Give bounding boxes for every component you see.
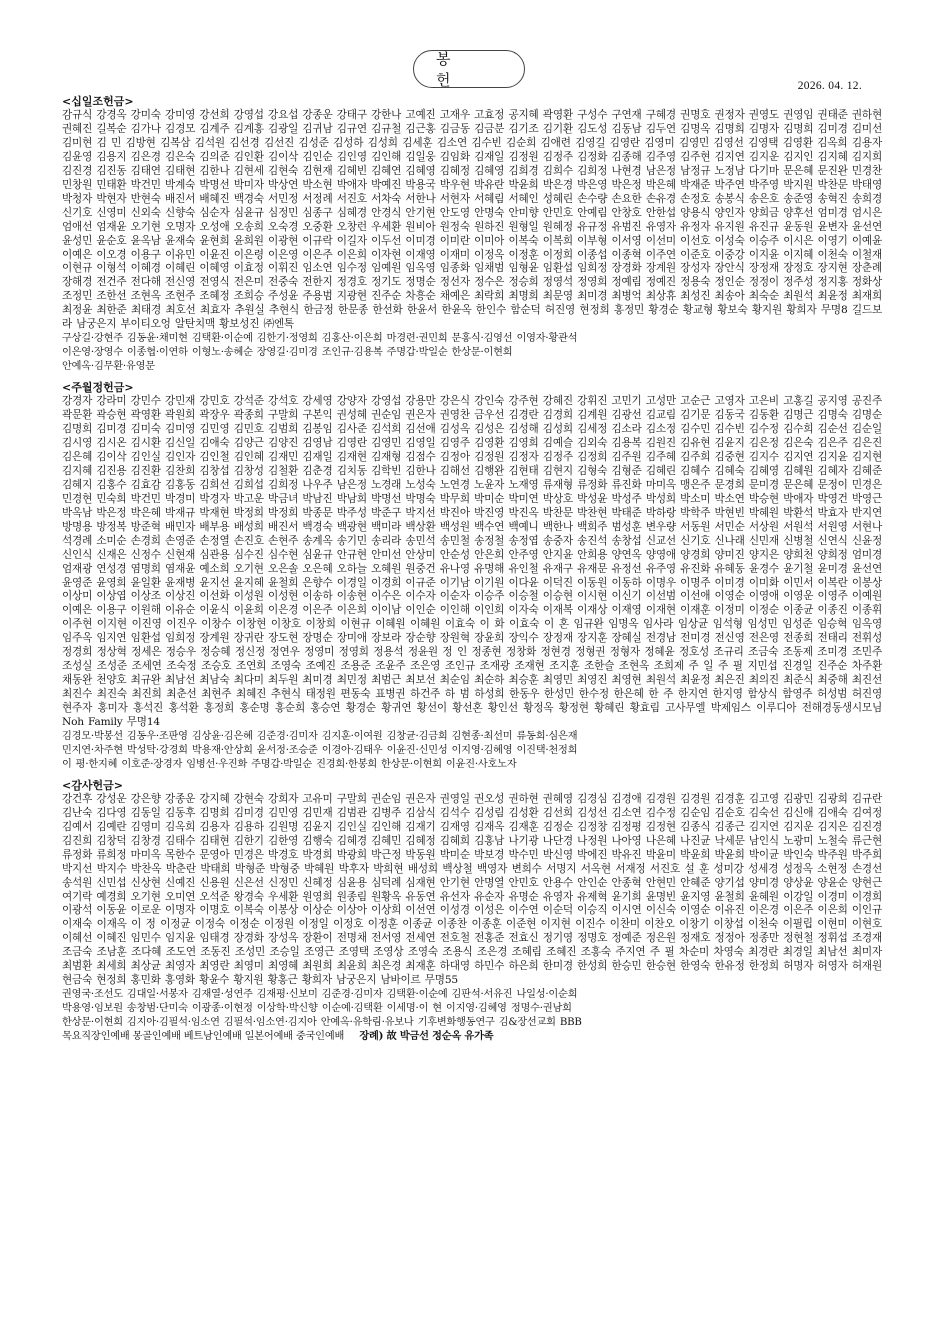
name-list: 감규식 강경옥 강미숙 강미영 강선희 강영섭 강요섭 강종운 강태구 강한나 고예진 고재우 고효정 공지혜 곽영환 구성수 구연재 구혜경 권명호 권정자 권영도 권영임 권태준 권하현 권혜진 길복순 김가나 김경모 김계주 김계홍 김광일 김귀남 김규연 김규철 김근홍 김금동 김금분 김기조 김기환 김도성 김동남 김두연 김명옥 김명희 김명자 김명희 김미경 김미선 김미현 김 민 김방현 김복삼 김석원 김선경 김선진 김성준 김성하 김성희 김세훈 김소연 김수빈 김순희 김애련 김영길 김영란 김영미 김영민 김영선 김영택 김영환 김옥희 김용자 김윤영 김용지 김은경 김은숙 김의준 김인환 김이삭 김인순 김인영 김인해 김일웅 김임화 김재일 김정원 김정주 김정화 김종해 김주영 김주현 김지연 김지운 김지인 김지혜 김지희 김진경 김진동 김태연 김태현 김한나 김현세 김현숙 김현재 김혜빈 김혜연 김혜영 김혜정 김혜영 김희경 김희수 김희정 나현경 남은정 남정규 노정남 다기마 문은혜 문진완 민경찬 민창원 민태환 박건민 박계숙 박명선 박미자 박상연 박소현 박애자 박예진 박용국 박우현 박유란 박윤희 박은경 박은영 박은정 박은혜 박재준 박주연 박주영 박지원 박찬문 박태영 박청자 박현자 반현숙 배진서 배혜진 백경숙 서민정 서정례 서진호 서차숙 서한나 서현자 서혜림 서혜인 성혜린 손수량 손요한 손유경 손정호 송봉식 송은호 송준영 송혁진 송희경 신기호 신영미 신외숙 신향숙 심순자 심윤규 심정민 심종구 심혜경 안경식 안기현 안도영 안명숙 안미향 안민호 안예림 안창호 안한섭 양용식 양인자 양희금 양후선 엄미경 엄시은 엄애선 엄재윤 오기현 오명자 오성애 오송희 오숙경 오중환 오창런 우세환 원비아 원정숙 원하진 원형일 원혜정 유규정 유범진 유영자 유정자 유지원 유진규 윤동원 윤변자 윤선연 윤성민 윤순호 윤옥남 윤재숙 윤현희 윤희원 이광현 이규락 이길자 이두선 이미경 이미란 이미아 이복숙 이복희 이부형 이서영 이선미 이선호 이성숙 이승주 이시은 이영기 이예윤 이예은 이오경 이용구 이유민 이윤진 이은령 이은영 이은주 이은희 이자현 이재영 이재미 이정옥 이정훈 이정희 이종섭 이종혁 이주연 이준호 이중강 이지윤 이지혜 이천숙 이철재 이현규 이형석 이혜경 이혜린 이혜영 이효정 이휘진 임소연 임수정 임예원 임옥영 임종화 임채범 임형윤 임환섭 임희정 장경화 장계원 장성자 장안식 장정재 장정호 장지현 장춘례 장해경 전건주 전다해 전신영 전영식 전은미 전중숙 전한지 정경호 정기도 정명순 정선자 정수은 정승희 정영석 정영희 정예림 정예진 정용숙 정인순 정정이 정주성 정지홍 정화상 조정민 조한선 조현옥 조현주 조혜정 조희승 주성윤 주용범 지광현 진주순 차흥순 채예은 최락희 최명희 최문영 최미경 최병억 최상휴 최성진 최송아 최숙순 최원석 최윤정 최재희 최정윤 최한준 최태경 최호선 최효자 추원실 추현식 한금정 한문종 한선화 한윤서 한윤옥 한인수 함순덕 허진영 현정희 홍정민 황경순 황교형 황보숙 황지원 황희자 무명8 길드보라 남궁은지 부이티오엉 알탄치맥 황보성진 ㈜엔톡 [62, 109, 882, 331]
section-title: <주월정헌금> [62, 381, 134, 395]
memorial-note: 장례) 故 박금선 정순옥 유가족 [359, 1030, 494, 1043]
section-tithe [62, 94, 882, 374]
couple-line: 권영국·조선도 김대일·서봉자 김재열·성연주 김재평·신보미 김준경·김미자 김택환·이순예 김판석·서유진 나일성·이순희 [62, 989, 578, 1001]
offering-list [62, 92, 882, 1050]
service-groups: 목요직장인예배 몽골인예배 베트남인예배 일본어예배 중국인예배 [62, 1031, 345, 1043]
name-list: 강건후 강성운 강은향 강종운 강지혜 강현숙 강희자 고유미 구말희 권순임 권은자 권영일 권오성 권하현 권혜영 김경심 김경애 김경원 김경원 김경훈 김고영 김광민 김광희 김규란 김난숙 김다영 김동일 김동후 김명희 김미경 김민영 김민재 김범관 김병주 김삼식 김석수 김성림 김성환 김선희 김성선 김소연 김수정 김순임 김순호 김숙선 김신애 김애숙 김여정 김예서 김예란 김영미 김옥희 김용자 김용하 김원명 김윤지 김인실 김인해 김재기 김재영 김재옥 김재훈 김정순 김정창 김정평 김정현 김종식 김종근 김지연 김지운 김지은 김진경 김진희 김창덕 김창경 김태수 김태현 김한기 김한영 김행숙 김혜경 김혜민 김혜정 김혜희 김홍남 나기광 나단경 나정원 나아영 나은혜 나진균 낙세문 남인식 노광미 노철숙 류근현 류정화 류희정 마미옥 목한수 문영아 민경은 박경호 박경희 박광희 박근정 박동원 박미순 박보경 박수민 박신영 박에진 박유진 박윤미 박윤희 박윤희 박이균 박인숙 박주원 박주희 박지선 박지수 박찬옥 박춘란 박태희 박형준 박형중 박혜원 박후자 박희현 배성희 백상철 백영자 변희수 서명지 서옥현 서재정 서진호 설 훈 성미강 성세경 성정옥 소현정 손경선 송석원 신민섭 신상현 신예진 신용원 신은선 신정민 신혜정 심윤용 심덕례 심재현 안기현 안명열 안민호 안용수 안인순 안종혁 안현민 안혜준 양기섭 양미경 양상윤 양윤순 양현근 여기락 예경희 오기현 오미연 오석준 왕경숙 우세환 원영희 원종림 원황옥 유동연 유선자 유순자 유명순 유영자 유제혁 윤기희 윤명빈 윤지영 윤철희 윤혜원 이강일 이경미 이경희 이광석 이동윤 이로운 이명자 이명호 이복숙 이봉상 이상순 이상아 이상희 이선연 이성경 이성은 이수연 이순덕 이승직 이시연 이신숙 이영순 이유진 이은경 이은주 이은희 이인규 이재숙 이재옥 이 정 이정균 이정숙 이정순 이정원 이정일 이정호 이정훈 이종균 이종찬 이종훈 이준현 이지현 이진수 이찬미 이찬오 이창기 이창섭 이천숙 이필립 이현미 이현호 이혜선 이혜진 임민수 임지윤 임태경 장경화 장성옥 장환이 전명채 전서영 전세연 전호철 전홍준 전효신 정기영 정명호 정예준 정은원 정재호 정정아 정종만 정현철 정휘섭 조경재 조금숙 조남훈 조다혜 조도연 조동진 조성민 조승일 조영근 조영택 조영상 조영숙 조용식 조은경 조혜림 조혜진 조홍숙 주지연 주 필 차순미 차영숙 최경란 최경일 최남선 최미자 최범환 최세희 최상균 최영자 최영란 최영미 최영혜 최원희 최윤희 최은경 최재훈 하대영 하민수 하은희 한미경 한성희 한승민 한승현 한영숙 한유정 한정희 허명자 허영자 허재원 현금숙 현정희 홍민화 홍영화 황윤수 황지원 황홍근 황희자 남궁은지 남바이르 무명55 [62, 792, 882, 987]
couple-line: 박용영·임보원 송창범·단미숙 이광종·이현정 이상학·박신향 이순예·김택환 이세명·이 현 이지영·김혜영 정명수·권남희 [62, 1003, 572, 1015]
couple-line: 민지연·차주현 박성탁·강경희 박용재·안상희 윤서정·조승준 이경아·김태우 이윤진·신민성 이지영·김혜영 이진택·천정희 [62, 744, 578, 756]
page-title: 봉 헌 [413, 50, 525, 88]
section-thanksgiving [62, 778, 882, 1044]
service-groups-line [62, 1030, 882, 1044]
couple-line: 안예옥·김무환·유영문 [62, 361, 155, 373]
name-list: 강경자 강라미 강민수 강민재 강민호 강석준 강석호 강세영 강양자 강영섭 강용만 강은식 강인숙 강주현 강혜진 강휘진 고민기 고성만 고순근 고영자 고은비 고홍길 공지영 공진주 곽문환 곽승현 곽영환 곽원희 곽장우 곽종희 구말희 구본익 권성혜 권순임 권은자 권영찬 금우선 김경란 김경희 김계원 김광선 김교림 김기문 김동국 김동환 김명근 김명숙 김명순 김명희 김미경 김미숙 김미영 김민영 김민호 김범희 김봉임 김사준 김석희 김선애 김성옥 김성은 김성해 김성희 김세정 김소라 김소정 김수민 김수빈 김수정 김수희 김순선 김순일 김시영 김시온 김시환 김신일 김애숙 김양근 김양진 김영남 김영란 김영민 김영일 김영주 김영환 김영희 김예슬 김외숙 김용복 김원진 김유현 김윤지 김은정 김은숙 김은주 김은진 김은혜 김이삭 김인실 김인자 김인철 김인혜 김재민 김재일 김재현 김재형 김점수 김정아 김정원 김정자 김정주 김정희 김주원 김주혜 김주희 김중현 김지수 김지연 김지윤 김지현 김지혜 김진용 김진환 김찬희 김창섭 김창성 김철환 김춘경 김치동 김학빈 김한나 김해선 김행완 김현태 김현지 김형숙 김형준 김혜린 김혜수 김혜숙 김혜영 김혜원 김혜자 김혜준 김혜지 김홍수 김효감 김홍동 김희선 김희섭 김희정 나우주 남은정 노경래 노성숙 노연경 노윤자 노재영 류재형 류정화 류진화 마미옥 맹은주 문경희 문미경 문은혜 문정이 민경은 민경현 민숙희 박건민 박경미 박경자 박고운 박금녀 박남진 박남희 박명선 박명숙 박무희 박미순 박미연 박상호 박성윤 박성주 박성희 박소미 박소연 박승현 박애자 박영건 박영근 박옥남 박은정 박은혜 박재규 박재현 박정희 박정희 박종문 박주성 박준구 박지선 박진아 박진영 박진옥 박찬문 박찬현 박태준 박하랑 박학주 박현빈 박혜원 박환석 박효자 반지연 방명용 방정복 방준혁 배민자 배부용 배성희 배진서 백경숙 백광현 백미라 백상환 백성원 백수연 백예니 백한나 백희주 범성훈 변우량 서동원 서민순 서상원 서원석 서원영 서현나 석경례 소미순 손경희 손영준 손정열 손진호 손현주 송계옥 송기민 송리라 송민석 송민철 송정철 송정엽 송중자 송진석 송창섭 신교선 신기호 신나래 신민재 신병철 신연식 신윤정 신인식 신재은 신정수 신현재 심관용 심수진 심수현 심윤규 안규현 안미선 안상미 안순성 안은희 안주영 안지윤 안희용 양연옥 양영애 양경희 양미진 양지은 양희천 양희정 엄미경 엄재광 연성경 염명희 염재윤 예소희 오기현 오은솔 오은혜 오하늘 오혜원 원중건 유나영 유명해 유인철 유재구 유재문 유정선 유주영 유진화 유혜동 윤경수 윤기철 윤미경 윤선연 윤영준 윤영희 윤일환 윤재병 윤지선 윤지혜 윤철희 은향수 이경일 이경희 이규준 이기남 이기원 이다윤 이덕진 이동원 이동하 이명우 이명주 이미경 이미화 이민서 이복란 이봉상 이상미 이상엽 이상조 이상진 이선화 이성원 이성현 이송하 이송현 이수은 이수자 이순자 이승주 이승철 이승현 이시현 이신기 이선범 이선애 이영순 이영애 이영운 이영주 이예원 이예은 이용구 이원해 이유순 이윤식 이윤희 이은경 이은주 이은희 이이남 이인순 이인해 이인희 이자숙 이재복 이재상 이재영 이재현 이재훈 이정미 이정순 이종균 이종진 이종휘 이주현 이지현 이진영 이진우 이창수 이창현 이창호 이창희 이현규 이혜원 이혜원 이효숙 이 화 이효숙 이 혼 임규완 임명옥 임사라 임상균 임석형 임성민 임성준 임승혁 임옥영 임주옥 임지연 임환섭 임희정 장계원 장귀란 장도현 장명순 장미애 장보라 장순향 장원혁 장윤희 장익수 장정재 장지훈 장혜실 전경남 전미경 전신영 전은영 전종희 전태리 전휘성 정경희 정상혁 정세은 정승우 정승혜 정신정 정연우 정영미 정영희 정용석 정윤원 정 인 정종현 정창화 정현경 정형권 정형자 정혜윤 정호성 조규리 조금숙 조동제 조미경 조민주 조성실 조성준 조세연 조숙정 조승호 조연희 조영숙 조예진 조용준 조윤주 조은영 조인규 조재광 조재현 조지훈 조한슬 조현옥 조희제 주 일 주 필 지민섭 진경일 진주순 차주환 채동완 천양호 최규완 최남선 최남숙 최다미 최두원 최미경 최민정 최범근 최보선 최순임 최순하 최승훈 최영민 최영진 최영현 최원석 최윤정 최은진 최의진 최준식 최중해 최진선 최진수 최진숙 최진희 최춘선 최현주 최혜진 추현식 태정원 편동숙 표병권 하건주 하 범 하성희 한동우 한성민 한수정 한은혜 한 주 한지연 한지영 함상식 함영주 허성범 허진영 현주자 홍미자 홍석진 홍석환 홍정희 홍순명 홍순희 홍승연 황경순 황귀연 황선이 황선혼 황인선 황정옥 황정현 황혜린 황효림 고사무엘 박제임스 이루디아 전해경동생시모님 Noh Family 무명14 [62, 395, 882, 729]
section-title: <감사헌금> [62, 778, 123, 792]
date-label: 2026. 04. 12. [797, 80, 862, 92]
couple-line: 이 평·한지혜 이호준·장경자 임병선·우진화 주명갑·박일순 진경희·한봉희 한상문·이현희 이윤진·사호노자 [62, 758, 517, 770]
couple-line: 한상문·이현희 김지아·김필석·임소연 김필석·임소연·김지아 안예옥·유학림·유보나 기후변화행동연구 김&장선교회 BBB [62, 1017, 582, 1029]
couple-line: 이은영·장영수 이종협·이연하 이형노·송혜순 장영길·김미경 조인규·김용복 주명갑·박일순 한상문·이현희 [62, 347, 513, 359]
section-title: <십일조헌금> [62, 95, 134, 108]
couple-line: 김경모·박봉선 김동우·조판영 김상윤·김은혜 김준경·김미자 김지훈·이여원 김창균·김금희 김현종·최선미 류동희·심은재 [62, 730, 578, 742]
section-weekly-monthly [62, 380, 882, 772]
couple-line: 구상길·강현주 김동윤·채미현 김택환·이순예 김한기·정영희 김홍산·이은희 마경련·권민희 문홍식·김영선 이영자·황관석 [62, 333, 578, 345]
